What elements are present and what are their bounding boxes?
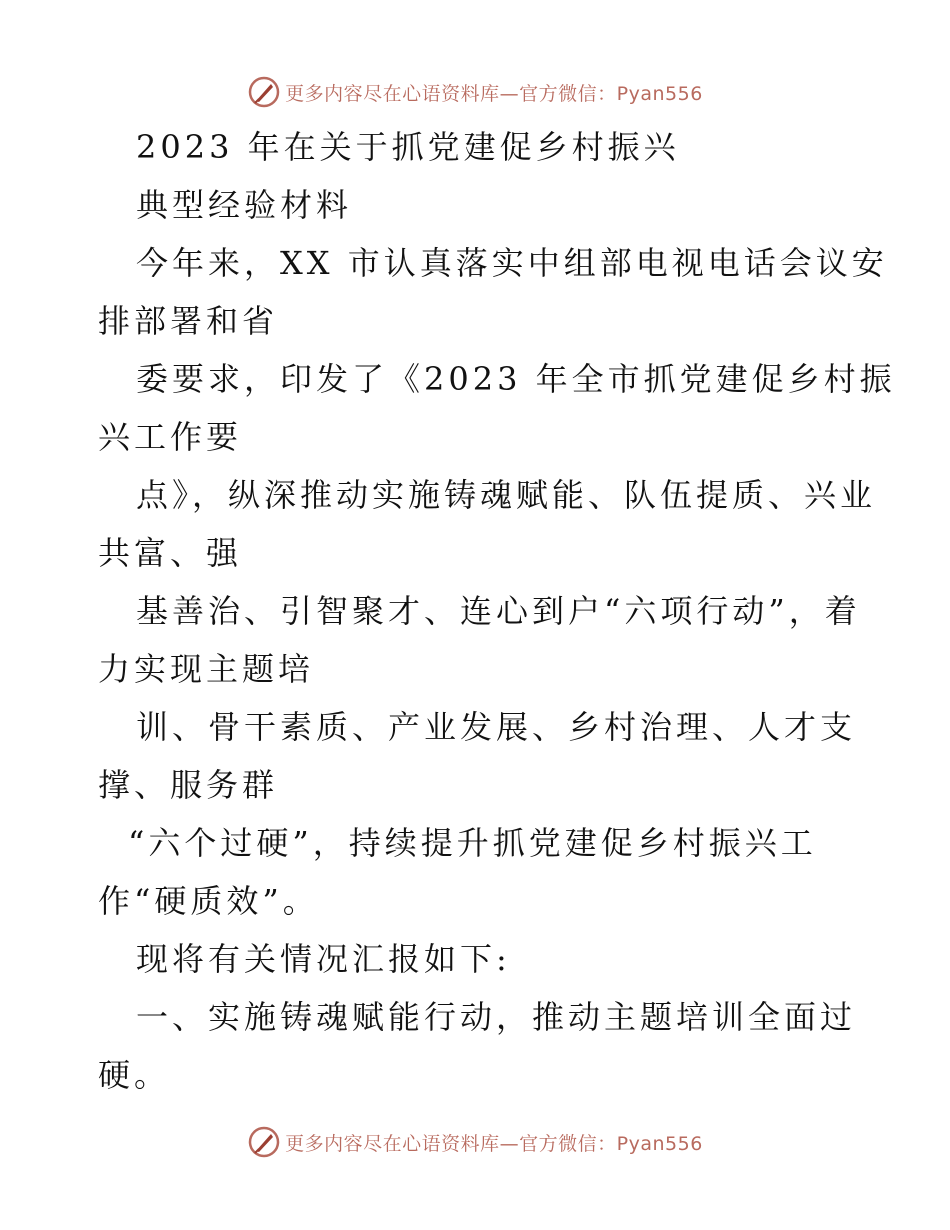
paragraph-line: 力实现主题培	[98, 650, 315, 688]
title-line-1: 2023 年在关于抓党建促乡村振兴	[136, 128, 680, 166]
paragraph-line: 委要求，印发了《2023 年全市抓党建促乡村振	[136, 360, 896, 398]
quill-in-circle-icon	[247, 75, 281, 109]
paragraph-line: “六个过硬”，持续提升抓党建促乡村振兴工	[128, 824, 817, 862]
paragraph-line: 作“硬质效”。	[98, 882, 319, 920]
paragraph-line: 今年来，XX 市认真落实中组部电视电话会议安	[136, 244, 888, 282]
section-heading-line: 一、实施铸魂赋能行动，推动主题培训全面过	[136, 998, 857, 1036]
paragraph-line: 基善治、引智聚才、连心到户“六项行动”，着	[136, 592, 861, 630]
paragraph-line: 训、骨干素质、产业发展、乡村治理、人才支	[136, 708, 857, 746]
paragraph-line: 共富、强	[98, 534, 243, 572]
watermark-text: 更多内容尽在心语资料库—官方微信：Pyan556	[285, 82, 703, 105]
title-line-2: 典型经验材料	[136, 186, 353, 224]
watermark-header	[0, 72, 950, 112]
watermark-footer	[0, 1122, 950, 1162]
paragraph-line: 点》，纵深推动实施铸魂赋能、队伍提质、兴业	[136, 476, 877, 514]
paragraph-line: 现将有关情况汇报如下:	[136, 940, 511, 978]
paragraph-line: 兴工作要	[98, 418, 243, 456]
section-heading-line: 硬。	[98, 1056, 171, 1094]
quill-in-circle-icon	[247, 1125, 281, 1159]
document-body	[98, 118, 896, 1104]
paragraph-line: 排部署和省	[98, 302, 279, 340]
paragraph-line: 撑、服务群	[98, 766, 279, 804]
watermark-text: 更多内容尽在心语资料库—官方微信：Pyan556	[285, 1132, 703, 1155]
